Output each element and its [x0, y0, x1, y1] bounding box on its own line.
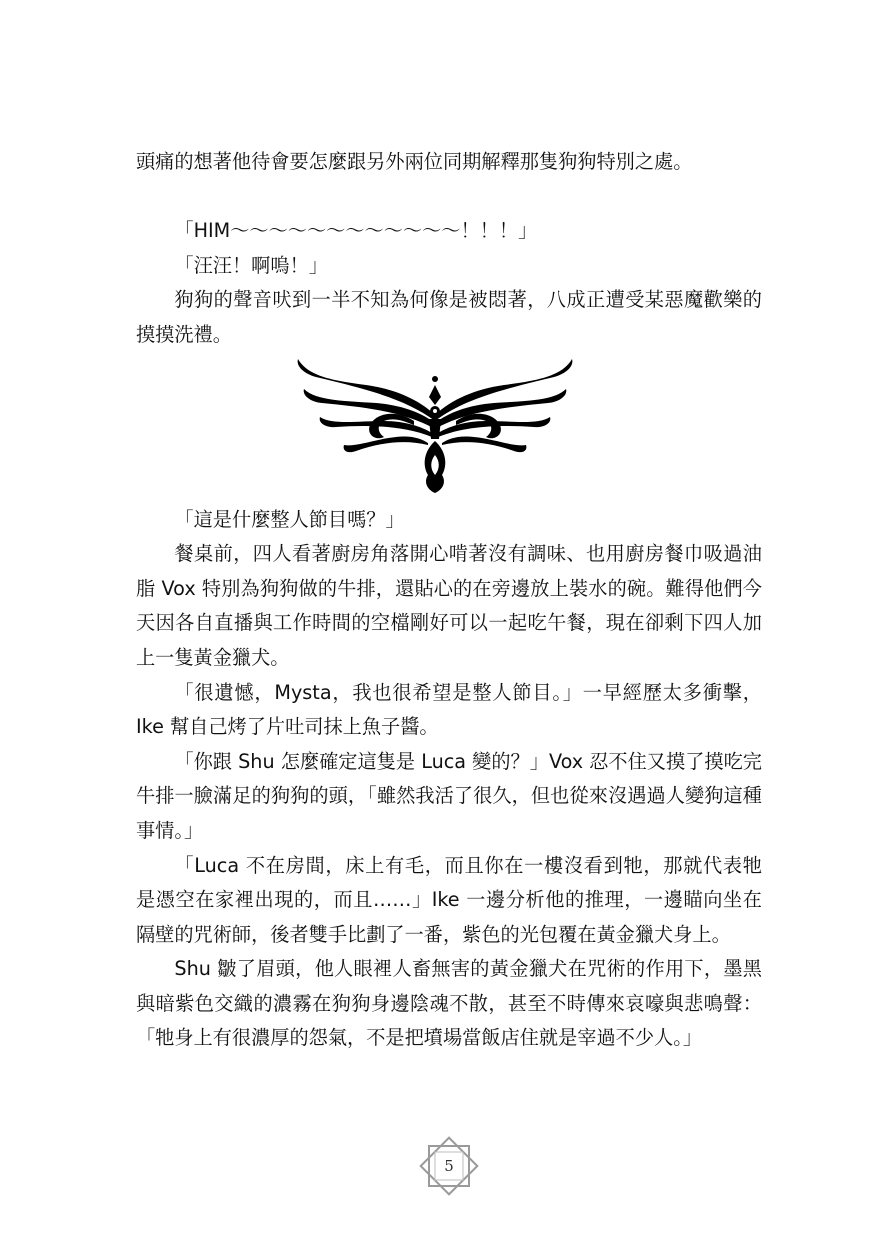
page-number: 5 — [444, 1157, 454, 1175]
scene-break — [136, 353, 762, 503]
paragraph: 「這是什麼整人節目嗎？」 — [174, 507, 405, 531]
paragraph-gap — [136, 180, 762, 215]
paragraph: 狗狗的聲音吠到一半不知為何像是被悶著，八成正遭受某惡魔歡樂的摸摸洗禮。 — [136, 288, 762, 346]
body-text — [136, 145, 762, 1056]
paragraph: 「HIM～～～～～～～～～～～～！！！」 — [174, 219, 538, 243]
page-number-badge — [413, 1130, 485, 1202]
paragraph: 餐桌前，四人看著廚房角落開心啃著沒有調味、也用廚房餐巾吸過油脂 Vox 特別為狗狗做的牛排，還貼心的在旁邊放上裝水的碗。難得他們今天因各自直播與工作時間的空檔剛好可以一起吃午餐，現在卻剩下四人加上一隻黃金獵犬。 — [136, 542, 762, 669]
paragraph: 「你跟 Shu 怎麼確定這隻是 Luca 變的？」Vox 忍不住又摸了摸吃完牛排一臉滿足的狗狗的頭，「雖然我活了很久，但也從來沒遇過人變狗這種事情。」 — [136, 749, 762, 842]
paragraph: 頭痛的想著他待會要怎麼跟另外兩位同期解釋那隻狗狗特別之處。 — [136, 150, 693, 173]
paragraph: Shu 皺了眉頭，他人眼裡人畜無害的黃金獵犬在咒術的作用下，墨黑與暗紫色交織的濃霧在狗狗身邊陰魂不散，甚至不時傳來哀嚎與悲鳴聲：「牠身上有很濃厚的怨氣，不是把墳場當飯店住就是宰過不少人。」 — [136, 957, 762, 1050]
paragraph: 「汪汪！啊嗚！」 — [174, 253, 328, 277]
winged-emblem-icon — [296, 359, 574, 493]
paragraph: 「很遺憾，Mysta，我也很希望是整人節目。」一早經歷太多衝擊，Ike 幫自己烤了片吐司抹上魚子醬。 — [136, 680, 762, 739]
paragraph: 「Luca 不在房間，床上有毛，而且你在一樓沒看到牠，那就代表牠是憑空在家裡出現的，而且……」Ike 一邊分析他的推理，一邊瞄向坐在隔壁的咒術師，後者雙手比劃了一番，紫色的光包覆在黃金獵犬身上。 — [136, 853, 762, 946]
